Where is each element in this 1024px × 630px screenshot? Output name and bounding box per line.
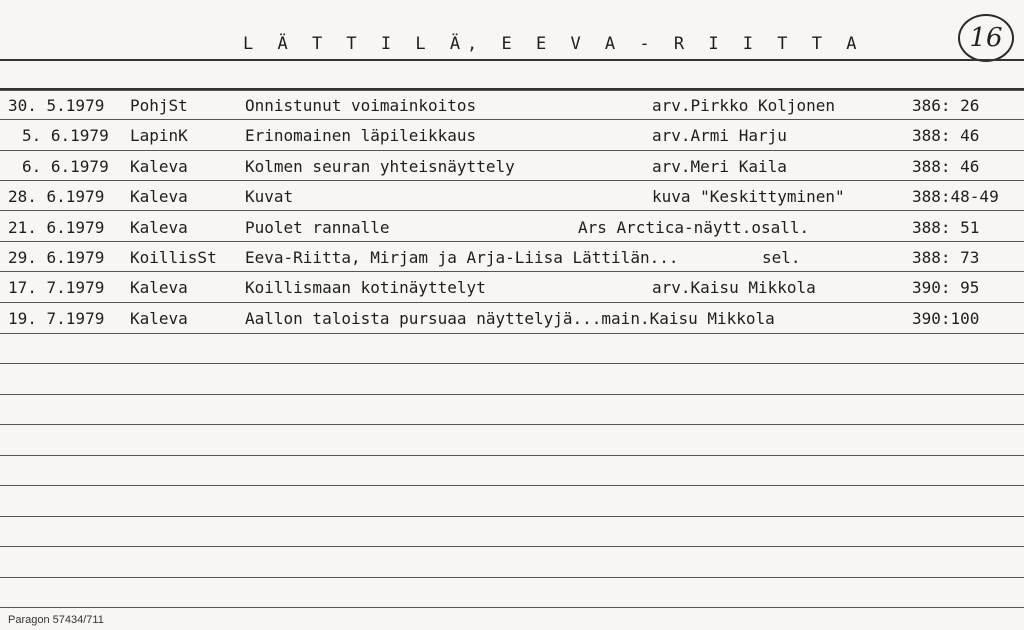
entry-date: 5. 6.1979 — [22, 126, 109, 145]
ruled-line — [0, 59, 1024, 61]
entry-row — [0, 96, 1024, 126]
entry-ref: 390:100 — [912, 309, 980, 328]
ruled-line — [0, 516, 1024, 517]
entry-row — [0, 126, 1024, 156]
entry-ref: 388: 73 — [912, 248, 980, 267]
entry-title: Eeva-Riitta, Mirjam ja Arja-Liisa Lättilän... — [245, 248, 679, 267]
entry-title: Aallon taloista pursuaa näyttelyjä...main.Kaisu Mikkola — [245, 309, 775, 328]
entry-source: KoillisSt — [130, 248, 217, 267]
ruled-line — [0, 455, 1024, 456]
ruled-line — [0, 424, 1024, 425]
entry-row — [0, 248, 1024, 278]
entry-title: Koillismaan kotinäyttelyt — [245, 278, 486, 297]
ruled-line — [0, 363, 1024, 364]
entry-row — [0, 218, 1024, 248]
entry-title: Onnistunut voimainkoitos — [245, 96, 477, 115]
card-title: L Ä T T I L Ä, E E V A - R I I T T A — [243, 34, 864, 54]
entry-source: Kaleva — [130, 157, 188, 176]
entry-source: LapinK — [130, 126, 188, 145]
entry-date: 19. 7.1979 — [8, 309, 105, 328]
entry-row — [0, 157, 1024, 187]
ruled-line — [0, 546, 1024, 547]
entry-title: Erinomainen läpileikkaus — [245, 126, 477, 145]
entry-ref: 388: 51 — [912, 218, 980, 237]
entry-source: Kaleva — [130, 309, 188, 328]
entry-date: 6. 6.1979 — [22, 157, 109, 176]
entry-date: 21. 6.1979 — [8, 218, 105, 237]
entry-title: Puolet rannalle — [245, 218, 390, 237]
entry-note: kuva "Keskittyminen" — [652, 187, 845, 206]
entry-note: sel. — [762, 248, 801, 267]
entry-date: 17. 7.1979 — [8, 278, 105, 297]
entry-ref: 388: 46 — [912, 157, 980, 176]
ruled-line — [0, 394, 1024, 395]
entry-source: PohjSt — [130, 96, 188, 115]
entry-note: Ars Arctica-näytt.osall. — [578, 218, 810, 237]
entry-ref: 390: 95 — [912, 278, 980, 297]
printer-mark: Paragon 57434/711 — [8, 614, 104, 626]
entry-row — [0, 187, 1024, 217]
entry-row — [0, 278, 1024, 308]
ruled-line — [0, 485, 1024, 486]
entry-note: arv.Armi Harju — [652, 126, 787, 145]
entry-title: Kuvat — [245, 187, 294, 206]
entry-note: arv.Meri Kaila — [652, 157, 787, 176]
entry-row — [0, 309, 1024, 339]
entry-ref: 388: 46 — [912, 126, 980, 145]
entry-note: arv.Kaisu Mikkola — [652, 278, 816, 297]
entry-title: Kolmen seuran yhteisnäyttely — [245, 157, 515, 176]
entry-date: 28. 6.1979 — [8, 187, 105, 206]
entry-source: Kaleva — [130, 187, 188, 206]
ruled-line — [0, 607, 1024, 608]
entry-date: 30. 5.1979 — [8, 96, 105, 115]
entry-ref: 388:48-49 — [912, 187, 999, 206]
entry-ref: 386: 26 — [912, 96, 980, 115]
entry-date: 29. 6.1979 — [8, 248, 105, 267]
entry-note: arv.Pirkko Koljonen — [652, 96, 836, 115]
entry-source: Kaleva — [130, 218, 188, 237]
ruled-line — [0, 577, 1024, 578]
page-number-circle: 16 — [958, 14, 1014, 62]
entry-source: Kaleva — [130, 278, 188, 297]
ruled-line — [0, 90, 1024, 91]
